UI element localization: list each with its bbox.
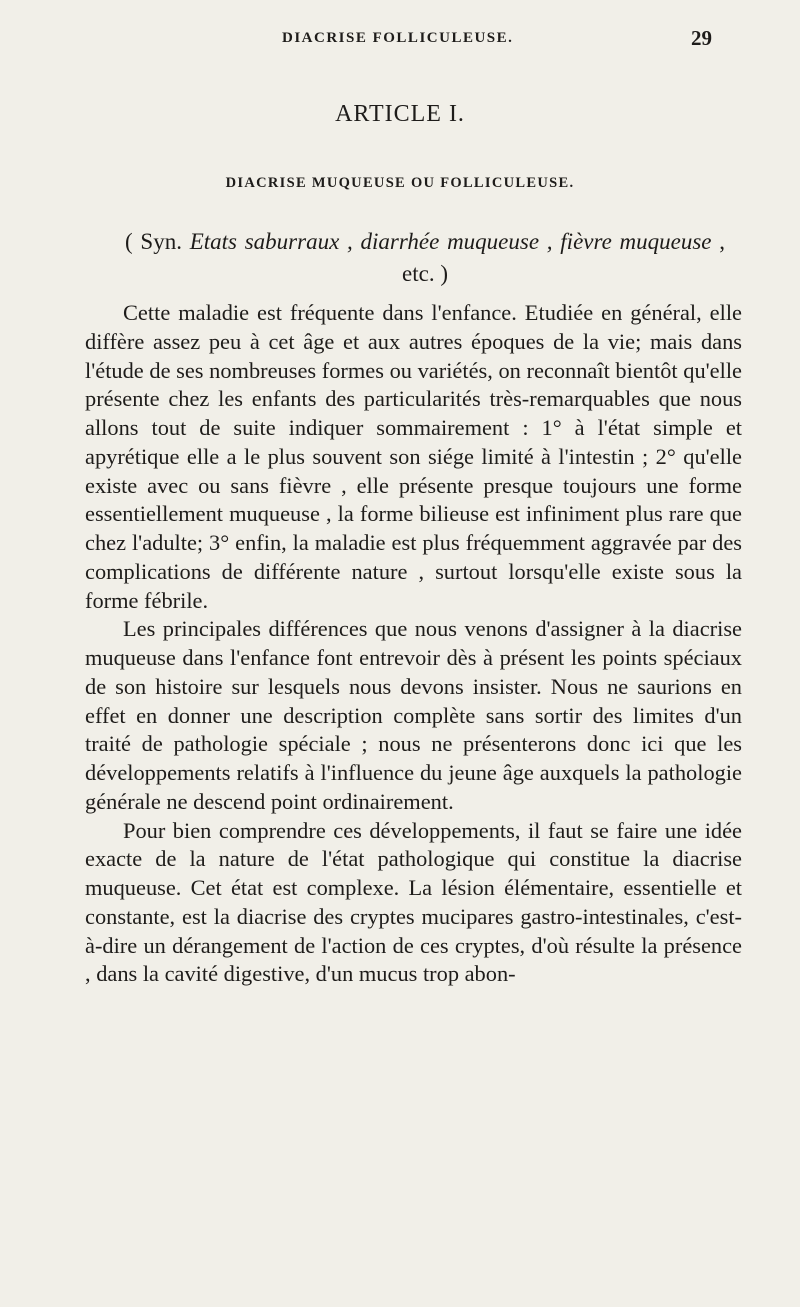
body-paragraph-2: Les principales différences que nous venons d'assigner à la diacrise muqueuse dans l'enfance font entrevoir dès à présent les points spéciaux de son histoire sur lesquels nous devons insister. Nous ne saurions en effet en donner une description complète sans sortir des limites d'un traité de pathologie spéciale ; nous ne présenterons donc ici que les développements relatifs à l'influence du jeune âge auxquels la pathologie générale ne descend point ordinairement. (85, 616, 742, 814)
article-subtitle: DIACRISE MUQUEUSE OU FOLLICULEUSE. (225, 175, 575, 191)
synonyms-names: Etats saburraux , diarrhée muqueuse , fièvre muqueuse (189, 229, 712, 254)
synonyms-line (125, 226, 725, 290)
article-body (85, 299, 742, 989)
body-paragraph-3: Pour bien comprendre ces développements, il faut se faire une idée exacte de la nature de l'état pathologique qui constitue la diacrise muqueuse. Cet état est complexe. La lésion élémentaire, essentielle et constante, est la diacrise des cryptes mucipares gastro-intestinales, c'est-à-dire un dérangement de l'action de ces cryptes, d'où résulte la présence , dans la cavité digestive, d'un mucus trop abon- (85, 817, 742, 987)
synonyms-close: , etc. ) (402, 229, 726, 286)
article-title: ARTICLE I. (335, 101, 465, 127)
body-paragraph-1: Cette maladie est fréquente dans l'enfance. Etudiée en général, elle diffère assez peu à cet âge et aux autres époques de la vie; mais dans l'étude de ses nombreuses formes ou variétés, on reconnaît bientôt qu'elle présente chez les enfants des particularités très-remarquables que nous allons tout de suite indiquer sommairement : 1° à l'état simple et apyrétique elle a le plus souvent son siége limité à l'intestin ; 2° qu'elle existe avec ou sans fièvre , elle présente presque toujours une forme essentiellement muqueuse , la forme bilieuse est infiniment plus rare que chez l'adulte; 3° enfin, la maladie est plus fréquemment aggravée par des complications de différente nature , surtout lorsqu'elle existe sous la forme fébrile. (85, 300, 742, 613)
running-head (0, 20, 800, 56)
synonyms-open: ( Syn. (125, 229, 190, 254)
running-title: DIACRISE FOLLICULEUSE. (282, 30, 514, 46)
page-number: 29 (691, 26, 712, 50)
